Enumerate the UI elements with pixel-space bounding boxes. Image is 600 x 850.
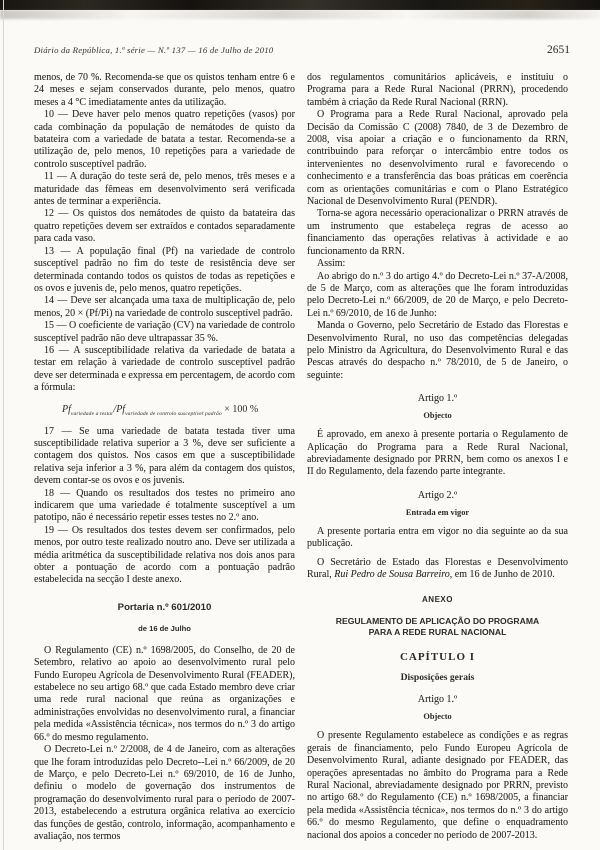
- paragraph-entry-into-force: A presente portaria entra em vigor no dia seguinte ao da sua publicação.: [307, 525, 568, 550]
- paragraph-approval: É aprovado, em anexo à presente portaria o Regulamento de Aplicação do Programa para a Rede Rural Nacional, abreviadamente designado por PRRN, bem como os anexos I e II do Regulamento, dela fazendo parte integrante.: [307, 429, 568, 478]
- formula-denominator: Pf: [116, 403, 126, 415]
- capitulo-title: CAPÍTULO I: [399, 651, 476, 664]
- paragraph-continuation: menos, de 70 %. Recomenda-se que os quistos tenham entre 6 e 24 meses e sejam conservados durante, pelo menos, quatro meses a 4 °C imediatamente antes da utilização.: [34, 72, 295, 108]
- formula-numerator-subscript: variedade a testar: [70, 410, 114, 417]
- signature-suffix: , em 16 de Junho de 2010.: [449, 569, 555, 580]
- right-column: [307, 72, 568, 843]
- paragraph-continuation: dos regulamentos comunitários aplicáveis, e instituiu o Programa para a Rede Rural Nacional (PRRN), procedendo também à criação da Rede Rural Nacional (RRN).: [307, 72, 568, 108]
- anexo-regulation-heading-line2: PARA A REDE RURAL NACIONAL: [368, 627, 507, 638]
- scan-noise-artifact: [0, 10, 600, 19]
- formula-numerator: Pf: [62, 403, 71, 415]
- page-header: [34, 44, 570, 56]
- relative-susceptibility-formula: [62, 404, 295, 417]
- paragraph-decreto-lei: O Decreto-Lei n.º 2/2008, de 4 de Janeiro, com as alterações que lhe foram introduzidas pelo Decreto--Lei n.º 66/2009, de 20 de Março, e pelo Decreto-Lei n.º 69/2010, de 16 de Junho, definiu o modelo de governação dos instrumentos de programação do desenvolvimento rural para o período de 2007-2013, estabelecendo a estrutura orgânica relativa ao exercício das funções de gestão, controlo, informação, acompanhamento e avaliação, nos termos: [34, 744, 295, 842]
- portaria-date: de 16 de Julho: [138, 623, 191, 633]
- formula-denominator-subscript: variedade de controlo susceptível padrão: [125, 410, 222, 417]
- scan-edge-artifact: [0, 0, 600, 10]
- paragraph-item-12: 12 — Os quistos dos nemátodes de quisto da batateira das quatro repetições devem ser extraídos e contados separadamente para cada vaso.: [34, 208, 295, 245]
- capitulo-subtitle: Disposições gerais: [400, 672, 475, 684]
- anexo-artigo-1-title: Artigo 1.º: [417, 694, 458, 706]
- text-columns: [34, 72, 568, 843]
- anexo-regulation-heading: [307, 616, 568, 638]
- paragraph-legal-basis: Ao abrigo do n.º 3 do artigo 4.º do Decreto-Lei n.º 37-A/2008, de 5 de Março, com as alterações que lhe foram introduzidas pelo Decreto-Lei n.º 66/2009, de 20 de Março, e pelo Decreto-Lei n.º 69/2010, de 16 de Junho:: [307, 270, 568, 319]
- signature-prefix: O Secretário de Estado das Florestas e Desenvolvimento Rural,: [307, 556, 568, 580]
- paragraph-signature: [307, 557, 568, 582]
- paragraph-operationalize: Torna-se agora necessário operacionalizar o PRRN através de um instrumento que estabeleça regras de acesso ao financiamento das operações relativas à actividade e ao funcionamento da RRN.: [307, 208, 568, 257]
- artigo-1-subtitle: Objecto: [423, 411, 452, 421]
- formula-slash: /: [113, 403, 117, 415]
- paragraph-item-19: 19 — Os resultados dos testes devem ser confirmados, pelo menos, por outro teste realizado noutro ano. Deve ser utilizada a média aritmética da susceptibilidade relativa nos dois anos para obter a pontuação de acordo com a pontuação padrão estabelecida na secção I deste anexo.: [34, 524, 295, 586]
- paragraph-prrn-program: O Programa para a Rede Rural Nacional, aprovado pela Decisão da Comissão C (2008) 7840, de 3 de Dezembro de 2008, visa apoiar a criação e o funcionamento da RRN, contribuindo para reforçar o intercâmbio entre todos os intervenientes no desenvolvimento rural e favorecendo o conhecimento e a transferência das boas práticas em coerência com as orientações comunitárias e com o Plano Estratégico Nacional de Desenvolvimento Rural (PENDR).: [307, 109, 568, 208]
- paragraph-item-10: 10 — Deve haver pelo menos quatro repetições (vasos) por cada combinação da população de nemátodes de quisto da batateira com a variedade de batata a testar. Recomenda-se a utilização de, pelo menos, 10 repetições para a variedade de controlo susceptível padrão.: [34, 109, 295, 170]
- paragraph-regulation-ce: O Regulamento (CE) n.º 1698/2005, do Conselho, de 20 de Setembro, relativo ao apoio ao desenvolvimento rural pelo Fundo Europeu Agrícola de Desenvolvimento Rural (FEADER), estabelece no seu artigo 68.º que cada Estado membro deve criar uma rede rural nacional que reúna as organizações e administrações envolvidas no desenvolvimento rural, a financiar pela medida «Assistência técnica», nos termos do n.º 3 do artigo 66.º do mesmo regulamento.: [34, 644, 295, 743]
- left-column: [34, 72, 295, 843]
- paragraph-item-17: 17 — Se uma variedade de batata testada tiver uma susceptibilidade relativa superior a 3 %, deve ser suficiente a contagem dos quistos. Nos casos em que a susceptibilidade relativa seja inferior a 3 %, para além da contagem dos quistos, devem contar-se os ovos e os juvenis.: [34, 425, 295, 487]
- artigo-1-title: Artigo 1.º: [417, 393, 458, 405]
- paragraph-item-18: 18 — Quando os resultados dos testes no primeiro ano indicarem que uma variedade é totalmente susceptível a um patotipo, não é necessário repetir esses testes no 2.º ano.: [34, 487, 295, 524]
- page-number: 2651: [547, 44, 570, 56]
- portaria-title: Portaria n.º 601/2010: [117, 601, 212, 613]
- journal-title-line: Diário da República, 1.ª série — N.º 137 — 16 de Julho de 2010: [34, 45, 274, 55]
- page-edge-line: [3, 0, 4, 850]
- paragraph-assim: Assim:: [317, 258, 346, 270]
- paragraph-item-14: 14 — Deve ser alcançada uma taxa de multiplicação de, pelo menos, 20 × (Pf/Pi) na variedade de controlo susceptível padrão.: [34, 295, 295, 319]
- paragraph-item-15: 15 — O coeficiente de variação (CV) na variedade de controlo susceptível padrão não deve ultrapassar 35 %.: [34, 320, 295, 344]
- anexo-artigo-1-subtitle: Objecto: [423, 712, 452, 722]
- paragraph-regulation-object: O presente Regulamento estabelece as condições e as regras gerais de financiamento, pelo Fundo Europeu Agrícola de Desenvolvimento Rural, adiante designado por FEADER, das operações apresentadas no âmbito do Programa para a Rede Rural Nacional, abreviadamente designado por PRRN, previsto no artigo 68.º do Regulamento (CE) n.º 1698/2005, a financiar pela medida «Assistência técnica», nos termos do n.º 3 do artigo 66.º do mesmo Regulamento, que define o enquadramento nacional dos apoios a conceder no período de 2007-2013.: [307, 730, 568, 841]
- anexo-title: ANEXO: [422, 595, 453, 605]
- signatory-name: Rui Pedro de Sousa Barreiro: [334, 569, 450, 580]
- paragraph-item-13: 13 — A população final (Pf) na variedade de controlo susceptível padrão no fim do teste de resistência deve ser determinada contando todos os quistos de todas as repetições e os ovos e juvenis de, pelo menos, quatro repetições.: [34, 245, 295, 294]
- formula-result: × 100 %: [221, 403, 259, 415]
- paragraph-manda-o-governo: Manda o Governo, pelo Secretário de Estado das Florestas e Desenvolvimento Rural, no uso das competências delegadas pelo Ministro da Agricultura, do Desenvolvimento Rural e das Pescas através do despacho n.º 78/2010, de 5 de Janeiro, o seguinte:: [307, 320, 568, 381]
- paragraph-item-11: 11 — A duração do teste será de, pelo menos, três meses e a maturidade das fêmeas em desenvolvimento será verificada antes de terminar a experiência.: [34, 171, 295, 208]
- artigo-2-subtitle: Entrada em vigor: [405, 507, 470, 517]
- paragraph-item-16: 16 — A susceptibilidade relativa da variedade de batata a testar em relação à variedade de controlo susceptível padrão deve ser determinada e expressa em percentagem, de acordo com a fórmula:: [34, 344, 295, 394]
- artigo-2-title: Artigo 2.º: [417, 489, 458, 501]
- anexo-regulation-heading-line1: REGULAMENTO DE APLICAÇÃO DO PROGRAMA: [335, 616, 540, 627]
